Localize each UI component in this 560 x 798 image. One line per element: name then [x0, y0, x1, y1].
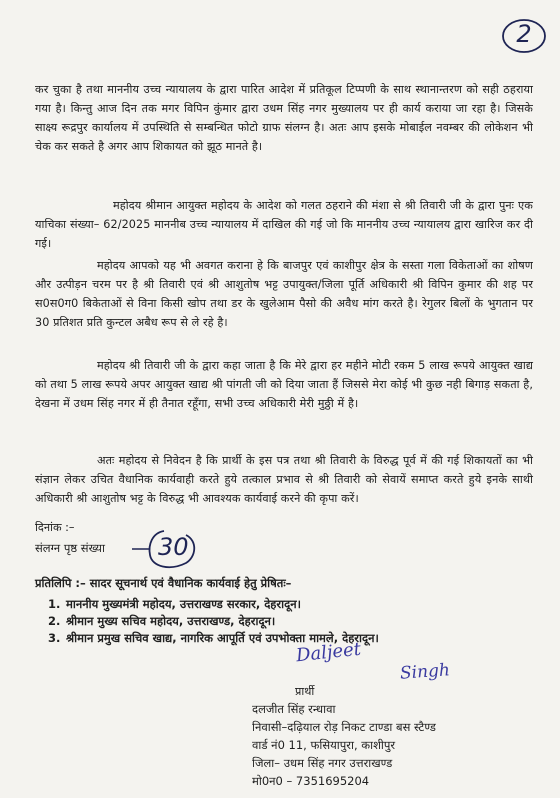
page-number: 2 [516, 20, 532, 48]
paragraph-1: कर चुका है तथा माननीय उच्च न्यायालय के द्वारा पारित आदेश में प्रतिकूल टिप्पणी के साथ स्थानान्तरण को सही ठहराया गया है। किन्तु आज दिन तक मगर विपिन कुंमार द्वारा उधम सिंह नगर मुख्यालय पर ही कार्य कराया जा रहा है। जिसके साक्ष्य रूद्रपुर कार्यालय में उपस्थिति से सम्बन्धित फोटो ग्राफ संलग्न है। अतः आप इसके मोबाईल नवम्बर की लोकेशन भी चेक कर सकते है अगर आप शिकायत को झूठ मानते है। [35, 83, 533, 153]
sender-address [252, 700, 436, 790]
signature-last-name: Singh [399, 660, 451, 684]
paragraph-5: अतः महोदय से निवेदन है कि प्रार्थी के इस पत्र तथा श्री तिवारी के विरुद्ध पूर्व में की गई शिकायतों का भी संज्ञान लेकर उचित वैधानिक कार्यवाही करते हुये तत्काल प्रभाव से श्री तिवारी को सेवायें समाप्त करते हुये इनके साथी अधिकारी श्री आशुतोष भट्ट के विरुद्ध भी आवश्यक कार्यवाई करने की कृपा करें। [35, 454, 533, 505]
address-line: वार्ड नं0 11, फसियापुरा, काशीपुर [252, 738, 396, 752]
paragraph-4: महोदय श्री तिवारी जी के द्वारा कहा जाता है कि मेरे द्वारा हर महीने मोटी रकम 5 लाख रूपये आयुक्त खाद्य को तथा 5 लाख रूपये अपर आयुक्त खाद्य श्री पांगती जी को दिया जाता हैं जिससे मेरा कोई भी कुछ नही बिगाड़ सकता है, देखना में उधम सिंह नगर में ही तैनात रहूँगा, सभी उच्च अधिकारी मेरी मुठ्ठी में है। [35, 359, 533, 410]
phone-number: मो0न0 – 7351695204 [252, 774, 370, 788]
handwritten-signature [290, 640, 490, 692]
copy-to-heading: प्रतिलिपि :– सादर सूचनार्थ एवं वैधानिक कार्यवाई हेतु प्रेषितः– [35, 576, 292, 590]
sender-name: दलजीत सिंह रन्धावा [252, 702, 336, 716]
enclosure-count-mark [130, 527, 202, 573]
enclosure-label: संलग्न पृष्ठ संख्या [35, 541, 105, 555]
enclosure-count: 30 [158, 533, 189, 561]
date-label: दिनांक :– [35, 521, 75, 534]
copy-to-item: 1. माननीय मुख्यमंत्री महोदय, उत्तराखण्ड सरकार, देहरादून। [48, 597, 301, 611]
signature-first-name: Daljeet [295, 638, 362, 667]
copy-to-item: 3. श्रीमान प्रमुख सचिव खाद्य, नागरिक आपूर्ति एवं उपभोक्ता मामले, देहरादून। [48, 631, 379, 645]
address-line: निवासी–दढ़ियाल रोड़ निकट टाण्डा बस स्टैण्ड [252, 720, 436, 734]
paragraph-2: महोदय श्रीमान आयुक्त महोदय के आदेश को गलत ठहराने की मंशा से श्री तिवारी जी के द्वारा पुनः एक याचिका संख्या– 62/2025 माननीब उच्च न्यायालय में दाखिल की गई जो कि माननीय उच्च न्यायालय द्वारा खारिज कर दी गई। [35, 199, 533, 250]
copy-to-item: 2. श्रीमान मुख्य सचिव महोदय, उत्तराखण्ड, देहरादून। [48, 614, 276, 628]
address-line: जिला– उधम सिंह नगर उत्तराखण्ड [252, 756, 393, 770]
paragraph-3: महोदय आपको यह भी अवगत कराना हे कि बाजपुर एवं काशीपुर क्षेत्र के सस्ता गला विकेताओं का शोषण और उत्पीड़न चरम पर है श्री तिवारी एवं श्री आशुतोष भट्ट उपायुक्त/जिला पूर्ति अधिकारी श्री विपिन कुमार की शह पर स0स0ग0 बिकेताओं से विना किसी खोप तथा डर के खुलेआम पैसो की अवैध मांग करते है। रेगुलर बिलों के भुगतान पर 30 प्रतिशत प्रति कुन्टल अबैध रूप से ले रहे है। [35, 259, 533, 329]
page-number-mark [500, 16, 548, 56]
applicant-label: प्रार्थी [295, 685, 315, 698]
